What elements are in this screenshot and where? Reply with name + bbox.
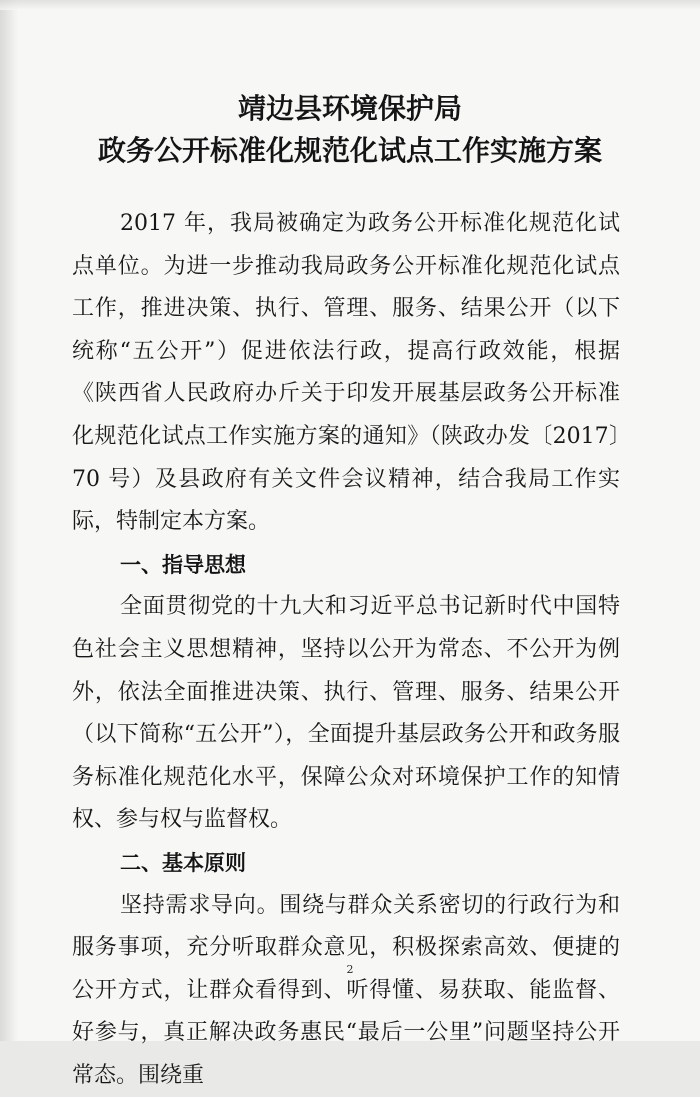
intro-paragraph: 2017 年，我局被确定为政务公开标准化规范化试点单位。为进一步推动我局政务公开标准化规范化试点工作，推进决策、执行、管理、服务、结果公开（以下统称“五公开”）促进依法行政，提高行政效能，根据《陕西省人民政府办斤关于印发开展基层政务公开标准化规范化试点工作实施方案的通知》（陕政办发〔2017〕70 号）及县政府有关文件会议精神，结合我局工作实际，特制定本方案。 (72, 203, 620, 544)
page-number: 2 (0, 963, 700, 976)
section-2-paragraph: 坚持需求导向。围绕与群众关系密切的行政行为和服务事项，充分听取群众意见，积极探索高效、便捷的公开方式，让群众看得到、听得懂、易获取、能监督、好参与，真正解决政务惠民“最后一公里”问题坚持公开常态。围绕重 (72, 885, 620, 1097)
section-2-heading: 二、基本原则 (72, 842, 620, 885)
section-1-heading: 一、指导思想 (72, 544, 620, 587)
document-title-agency: 靖边县环境保护局 (0, 95, 700, 123)
scan-top-shadow (0, 0, 700, 10)
section-1-paragraph: 全面贯彻党的十九大和习近平总书记新时代中国特色社会主义思想精神，坚持以公开为常态、不公开为例外，依法全面推进决策、执行、管理、服务、结果公开（以下简称“五公开”），全面提升基层政务公开和政务服务标准化规范化水平，保障公众对环境保护工作的知情权、参与权与监督权。 (72, 586, 620, 842)
document-title-plan: 政务公开标准化规范化试点工作实施方案 (0, 137, 700, 165)
